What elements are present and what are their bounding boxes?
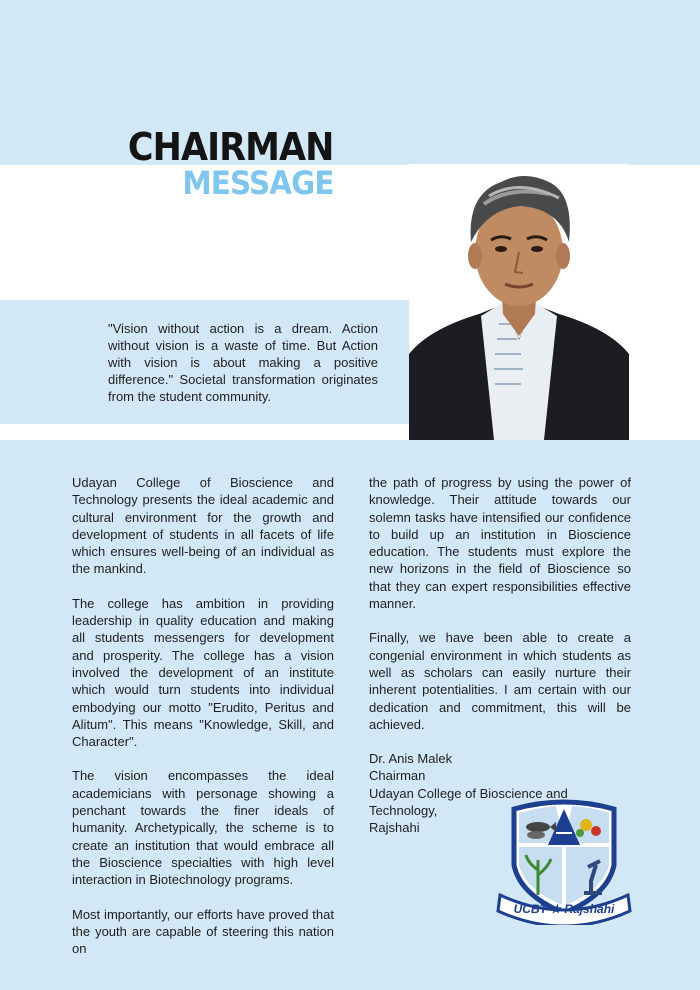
body-paragraph: Udayan College of Bioscience and Technology presents the ideal academic and cultural environment for the growth and development of students in all facets of life which ensures well-being of an individual as the mankind. [72, 475, 334, 577]
body-column-right [369, 474, 631, 837]
title-message: MESSAGE [182, 164, 334, 202]
crest-shield-icon [496, 795, 632, 925]
signature-city: Rajshahi [369, 820, 420, 836]
signature-name: Dr. Anis Malek [369, 751, 453, 767]
signature-role: Chairman [369, 768, 426, 784]
body-paragraph: the path of progress by using the power of knowledge. Their attitude towards our solemn tasks have intensified our confidence to build up an institution in Bioscience education. The students must explore the new horizons in the field of Bioscience so that they can expert responsibilities effective manner. [369, 475, 631, 612]
signature-institution: Udayan College of Bioscience and Technology, [369, 785, 568, 819]
crest-banner-text: UCBT ★ Rajshahi [513, 902, 615, 916]
body-column-left [72, 474, 334, 974]
title-chairman: CHAIRMAN [128, 125, 334, 169]
body-paragraph: Finally, we have been able to create a congenial environment in which students as well as scholars can easily nurture their inherent potentialities. I am certain with our dedication and commitment, this will be achieved. [369, 630, 631, 732]
body-paragraph: The college has ambition in providing leadership in quality education and making all students messengers for development and prosperity. The college has a vision involved the development of an institute which would turn students into individual embodying our motto "Erudito, Peritus and Alitum". This means "Knowledge, Skill, and Character". [72, 595, 334, 750]
body-paragraph: The vision encompasses the ideal academicians with personage showing a penchant towards the finer ideals of humanity. Archetypically, the scheme is to create an institution that would embrace all the Bioscience specialties with high level interaction in Biotechnology programs. [72, 768, 334, 888]
college-crest-logo [496, 795, 632, 925]
page-title [110, 125, 334, 202]
quote-text: "Vision without action is a dream. Action without vision is a waste of time. But Action with vision is about making a positive difference." Societal transformation originates from the student community. [108, 321, 378, 404]
chairman-portrait [409, 164, 629, 440]
portrait-illustration [409, 164, 629, 440]
body-paragraph: Most importantly, our efforts have proved that the youth are capable of steering this nation on [72, 906, 334, 957]
